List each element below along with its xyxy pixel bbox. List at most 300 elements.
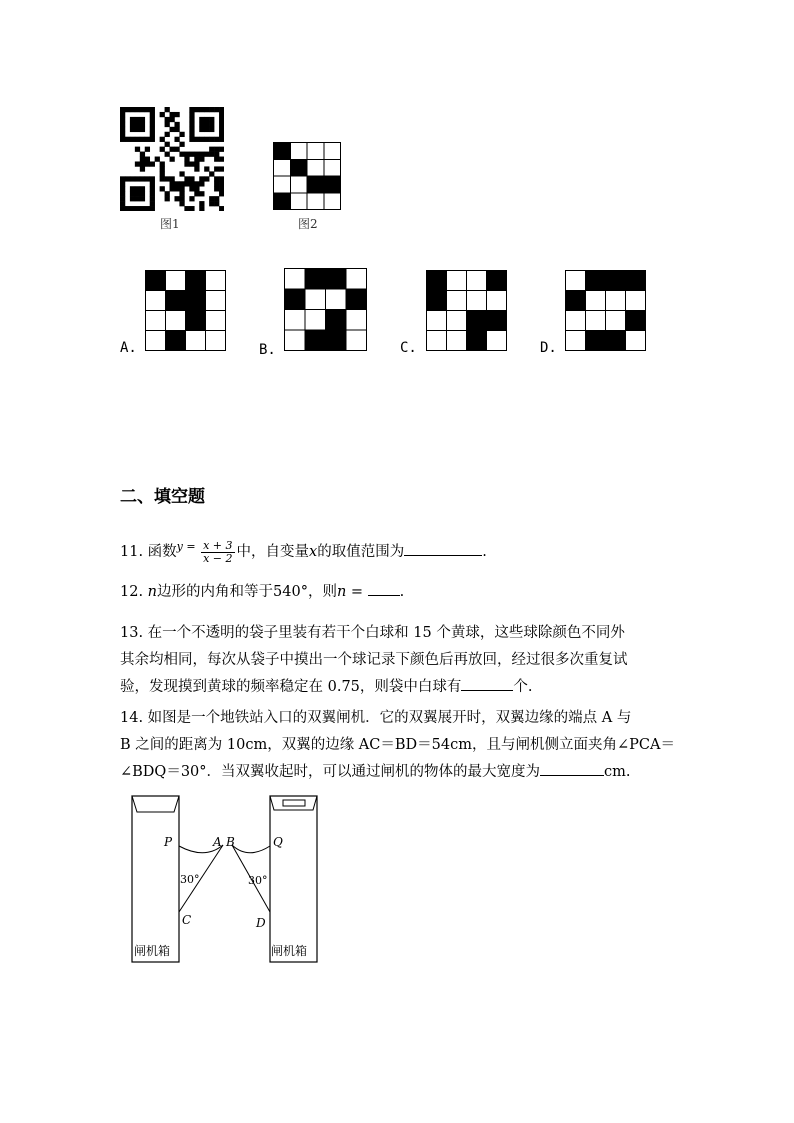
q12-answer-blank[interactable]	[368, 580, 400, 596]
grid-cell-empty	[206, 331, 226, 351]
grid-cell-filled	[326, 310, 347, 331]
qr-module	[150, 117, 155, 122]
grid-cell-empty	[626, 291, 646, 311]
grid-cell-empty	[305, 289, 326, 310]
qr-module	[160, 137, 165, 142]
q11-suffix: 的取值范围为	[317, 544, 405, 560]
qr-module	[135, 137, 140, 142]
qr-module	[219, 181, 224, 186]
grid-cell-empty	[324, 143, 341, 160]
qr-module	[170, 176, 175, 181]
right-box-slot	[283, 800, 305, 806]
qr-module	[140, 127, 145, 132]
qr-module	[209, 137, 214, 142]
option-a-grid	[145, 270, 226, 351]
qr-module	[214, 107, 219, 112]
qr-module	[199, 137, 204, 142]
qr-module	[214, 137, 219, 142]
qr-module	[135, 176, 140, 181]
grid-cell-filled	[606, 331, 626, 351]
grid-cell-empty	[586, 311, 606, 331]
grid-cell-filled	[186, 271, 206, 291]
qr-module	[204, 122, 209, 127]
qr-module	[160, 161, 165, 166]
qr-module	[214, 181, 219, 186]
grid-cell-empty	[274, 159, 291, 176]
qr-module	[165, 191, 170, 196]
q13-answer-blank[interactable]	[461, 675, 513, 691]
qr-module	[219, 157, 224, 162]
gate-diagram	[120, 790, 330, 970]
qr-module	[219, 122, 224, 127]
grid-cell-filled	[146, 271, 166, 291]
qr-module	[174, 147, 179, 152]
grid-cell-empty	[606, 311, 626, 331]
qr-module	[130, 137, 135, 142]
qr-module	[120, 206, 125, 211]
qr-module	[150, 206, 155, 211]
q14-line1: 14. 如图是一个地铁站入口的双翼闸机．它的双翼展开时，双翼边缘的端点 A 与	[120, 710, 632, 726]
grid-cell-empty	[206, 311, 226, 331]
grid-cell-empty	[427, 311, 447, 331]
grid-cell-empty	[206, 291, 226, 311]
qr-module	[150, 107, 155, 112]
qr-module	[214, 196, 219, 201]
grid-cell-filled	[285, 289, 306, 310]
grid-cell-empty	[307, 159, 324, 176]
q12-n2: n	[336, 584, 347, 600]
left-gate-box	[132, 796, 179, 962]
qr-module	[209, 201, 214, 206]
qr-module	[189, 186, 194, 191]
grid-cell-empty	[566, 331, 586, 351]
qr-module	[194, 161, 199, 166]
grid-cell-empty	[305, 310, 326, 331]
qr-module	[174, 181, 179, 186]
qr-module	[120, 186, 125, 191]
q11-fraction	[201, 540, 234, 565]
qr-module	[189, 152, 194, 157]
grid-cell-empty	[166, 271, 186, 291]
qr-module	[219, 117, 224, 122]
qr-module	[170, 112, 175, 117]
grid-cell-empty	[146, 331, 166, 351]
grid-cell-empty	[285, 310, 306, 331]
grid-cell-empty	[487, 331, 507, 351]
qr-module	[209, 196, 214, 201]
q11-prefix: 11. 函数	[120, 544, 177, 560]
qr-module	[194, 107, 199, 112]
qr-module	[165, 117, 170, 122]
grid-cell-filled	[326, 330, 347, 351]
qr-module	[135, 161, 140, 166]
qr-module	[125, 107, 130, 112]
grid-cell-empty	[166, 311, 186, 331]
qr-module	[120, 176, 125, 181]
label-c: C	[182, 913, 192, 927]
qr-module	[194, 137, 199, 142]
qr-module	[120, 137, 125, 142]
qr-module	[145, 206, 150, 211]
qr-module	[189, 206, 194, 211]
q13-line1: 13. 在一个不透明的袋子里装有若干个白球和 15 个黄球，这些球除颜色不同外	[120, 625, 625, 641]
grid-cell-filled	[274, 143, 291, 160]
grid-cell-empty	[346, 269, 367, 290]
grid-cell-filled	[274, 193, 291, 210]
qr-module	[179, 132, 184, 137]
qr-module	[184, 206, 189, 211]
qr-module	[140, 176, 145, 181]
grid-cell-filled	[626, 311, 646, 331]
qr-module	[214, 201, 219, 206]
grid-cell-filled	[586, 331, 606, 351]
qr-module	[120, 127, 125, 132]
grid-cell-filled	[166, 291, 186, 311]
qr-module	[150, 191, 155, 196]
qr-module	[219, 137, 224, 142]
qr-module	[155, 157, 160, 162]
qr-module	[135, 107, 140, 112]
wing-arc-right	[232, 845, 270, 853]
q11-denominator: x − 2	[203, 551, 233, 565]
section-title: 二、填空题	[120, 487, 205, 507]
qr-module	[219, 127, 224, 132]
option-b-grid	[284, 268, 367, 351]
label-p: P	[164, 835, 173, 849]
qr-module	[214, 186, 219, 191]
qr-module	[179, 196, 184, 201]
qr-module	[140, 191, 145, 196]
label-a: A	[213, 835, 222, 849]
qr-module	[204, 107, 209, 112]
grid-cell-filled	[467, 331, 487, 351]
qr-module	[160, 147, 165, 152]
grid-cell-empty	[274, 176, 291, 193]
qr-module	[140, 117, 145, 122]
qr-module	[170, 181, 175, 186]
qr-module	[189, 112, 194, 117]
grid-cell-filled	[324, 176, 341, 193]
qr-module	[209, 171, 214, 176]
q12-prefix: 12.	[120, 584, 144, 600]
qr-module	[214, 157, 219, 162]
qr-module	[130, 206, 135, 211]
qr-module	[174, 112, 179, 117]
qr-module	[140, 196, 145, 201]
qr-module	[140, 206, 145, 211]
grid-cell-filled	[586, 271, 606, 291]
qr-module	[199, 191, 204, 196]
qr-module	[189, 107, 194, 112]
qr-module	[145, 137, 150, 142]
grid-cell-filled	[307, 176, 324, 193]
qr-module	[170, 127, 175, 132]
option-b-label: B.	[259, 342, 276, 358]
grid-cell-empty	[307, 193, 324, 210]
qr-module	[199, 127, 204, 132]
qr-module	[184, 181, 189, 186]
grid-cell-filled	[346, 289, 367, 310]
qr-module	[145, 147, 150, 152]
q11-x: x	[309, 544, 318, 560]
q11-mid: 中，自变量	[236, 544, 310, 560]
qr-module	[160, 186, 165, 191]
qr-module	[199, 201, 204, 206]
qr-code-figure	[120, 107, 224, 211]
qr-module	[219, 166, 224, 171]
qr-module	[165, 152, 170, 157]
qr-module	[150, 127, 155, 132]
option-d-grid	[565, 270, 646, 351]
qr-module	[174, 196, 179, 201]
grid-cell-empty	[186, 331, 206, 351]
qr-module	[189, 127, 194, 132]
grid-cell-filled	[290, 159, 307, 176]
q14-end: cm.	[604, 764, 631, 780]
label-b: B	[226, 835, 235, 849]
grid-cell-empty	[146, 311, 166, 331]
figure1-caption: 图1	[160, 217, 180, 231]
qr-module	[189, 181, 194, 186]
qr-module	[209, 127, 214, 132]
qr-module	[145, 176, 150, 181]
qr-module	[214, 152, 219, 157]
qr-module	[135, 191, 140, 196]
qr-module	[194, 166, 199, 171]
q14-line2: B 之间的距离为 10cm，双翼的边缘 AC＝BD＝54cm，且与闸机侧立面夹角∠PCA＝	[120, 737, 675, 753]
qr-module	[160, 166, 165, 171]
right-box-top-shape	[270, 796, 317, 810]
grid-cell-filled	[626, 271, 646, 291]
qr-module	[150, 112, 155, 117]
left-box-label: 闸机箱	[134, 944, 171, 958]
grid-cell-filled	[427, 271, 447, 291]
qr-module	[145, 107, 150, 112]
left-box-top-shape	[132, 796, 179, 812]
qr-module	[120, 181, 125, 186]
qr-module	[189, 132, 194, 137]
q13-line3: 验，发现摸到黄球的频率稳定在 0.75，则袋中白球有 个.	[120, 674, 680, 701]
qr-module	[120, 122, 125, 127]
grid-cell-filled	[186, 291, 206, 311]
q11-eq: =	[182, 540, 200, 553]
qr-module	[170, 117, 175, 122]
grid-cell-filled	[566, 291, 586, 311]
grid-cell-empty	[285, 269, 306, 290]
qr-module	[130, 127, 135, 132]
question-13	[120, 620, 680, 701]
right-box-label: 闸机箱	[271, 944, 308, 958]
qr-module	[120, 132, 125, 137]
qr-module	[194, 181, 199, 186]
qr-module	[170, 147, 175, 152]
qr-module	[189, 117, 194, 122]
qr-module	[179, 191, 184, 196]
qr-module	[120, 196, 125, 201]
grid-cell-empty	[487, 291, 507, 311]
qr-module	[130, 117, 135, 122]
q13-end: 个.	[513, 679, 533, 695]
question-12	[120, 579, 680, 606]
grid-cell-empty	[606, 291, 626, 311]
qr-module	[145, 161, 150, 166]
qr-module	[125, 206, 130, 211]
qr-module	[140, 152, 145, 157]
qr-module	[179, 171, 184, 176]
grid-cell-empty	[307, 143, 324, 160]
qr-module	[130, 196, 135, 201]
qr-module	[125, 137, 130, 142]
qr-module	[170, 157, 175, 162]
grid-cell-filled	[487, 271, 507, 291]
option-d-label: D.	[540, 340, 557, 356]
grid-cell-empty	[346, 310, 367, 331]
grid-cell-empty	[146, 291, 166, 311]
qr-module	[120, 191, 125, 196]
qr-module	[165, 132, 170, 137]
qr-module	[209, 152, 214, 157]
qr-module	[135, 186, 140, 191]
qr-module	[165, 122, 170, 127]
grid-cell-filled	[166, 331, 186, 351]
qr-module	[189, 161, 194, 166]
qr-module	[219, 176, 224, 181]
qr-module	[160, 171, 165, 176]
qr-module	[170, 186, 175, 191]
qr-module	[135, 206, 140, 211]
qr-module	[199, 152, 204, 157]
option-c-grid	[426, 270, 507, 351]
qr-module	[140, 166, 145, 171]
qr-module	[194, 191, 199, 196]
qr-module	[219, 191, 224, 196]
qr-module	[184, 152, 189, 157]
qr-module	[189, 196, 194, 201]
qr-module	[150, 196, 155, 201]
qr-module	[125, 176, 130, 181]
qr-module	[194, 157, 199, 162]
figure2-caption: 图2	[298, 217, 318, 231]
grid-cell-empty	[285, 330, 306, 351]
grid-cell-filled	[186, 311, 206, 331]
grid-cell-filled	[487, 311, 507, 331]
angle-right-label: 30°	[248, 874, 268, 887]
qr-module	[150, 176, 155, 181]
grid-cell-empty	[346, 330, 367, 351]
option-a-label: A.	[120, 340, 137, 356]
qr-module	[214, 147, 219, 152]
q14-answer-blank[interactable]	[540, 760, 604, 776]
grid-cell-empty	[290, 143, 307, 160]
grid-cell-empty	[586, 291, 606, 311]
qr-module	[219, 107, 224, 112]
grid-cell-empty	[324, 159, 341, 176]
qr-module	[130, 191, 135, 196]
qr-module	[150, 186, 155, 191]
q12-end: .	[399, 584, 405, 600]
qr-module	[179, 181, 184, 186]
qr-module	[209, 147, 214, 152]
qr-module	[165, 196, 170, 201]
qr-module	[140, 157, 145, 162]
label-q: Q	[273, 835, 283, 849]
grid-cell-empty	[566, 271, 586, 291]
qr-module	[179, 142, 184, 147]
qr-module	[174, 122, 179, 127]
grid-cell-empty	[326, 289, 347, 310]
qr-module	[199, 181, 204, 186]
grid-cell-filled	[606, 271, 626, 291]
qr-module	[150, 161, 155, 166]
grid-cell-empty	[566, 311, 586, 331]
qr-module	[135, 196, 140, 201]
grid-cell-filled	[305, 269, 326, 290]
q12-eq: =	[346, 584, 368, 600]
qr-module	[150, 122, 155, 127]
qr-module	[204, 137, 209, 142]
grid-cell-empty	[324, 193, 341, 210]
qr-module	[130, 122, 135, 127]
q11-answer-blank[interactable]	[404, 540, 482, 556]
qr-module	[135, 117, 140, 122]
grid-cell-empty	[447, 291, 467, 311]
qr-module	[160, 176, 165, 181]
qr-module	[165, 176, 170, 181]
qr-module	[135, 127, 140, 132]
right-gate-box	[270, 796, 317, 962]
qr-module	[174, 127, 179, 132]
angle-left-label: 30°	[180, 873, 200, 886]
qr-module	[165, 107, 170, 112]
qr-module	[204, 117, 209, 122]
qr-module	[179, 186, 184, 191]
qr-module	[204, 176, 209, 181]
grid-cell-empty	[626, 331, 646, 351]
grid-cell-filled	[326, 269, 347, 290]
qr-module	[150, 132, 155, 137]
qr-module	[145, 157, 150, 162]
grid-cell-empty	[447, 271, 467, 291]
qr-module	[209, 122, 214, 127]
qr-module	[120, 107, 125, 112]
qr-module	[150, 181, 155, 186]
qr-module	[174, 186, 179, 191]
qr-module	[135, 147, 140, 152]
grid-cell-empty	[290, 193, 307, 210]
qr-module	[184, 176, 189, 181]
qr-module	[160, 112, 165, 117]
q14-line3: ∠BDQ＝30°．当双翼收起时，可以通过闸机的物体的最大宽度为 cm.	[120, 759, 680, 786]
qr-module	[199, 122, 204, 127]
qr-module	[130, 107, 135, 112]
grid-cell-filled	[305, 330, 326, 351]
qr-module	[214, 176, 219, 181]
grid-cell-empty	[427, 331, 447, 351]
question-14	[120, 705, 680, 786]
qr-module	[140, 122, 145, 127]
qr-module	[199, 117, 204, 122]
figure2-grid	[273, 142, 341, 210]
qr-module	[140, 186, 145, 191]
qr-module	[219, 112, 224, 117]
qr-module	[184, 157, 189, 162]
q11-end: .	[482, 544, 487, 560]
qr-module	[150, 137, 155, 142]
qr-module	[204, 127, 209, 132]
grid-cell-empty	[447, 311, 467, 331]
qr-module	[189, 176, 194, 181]
q11-numerator: x + 3	[203, 538, 233, 552]
